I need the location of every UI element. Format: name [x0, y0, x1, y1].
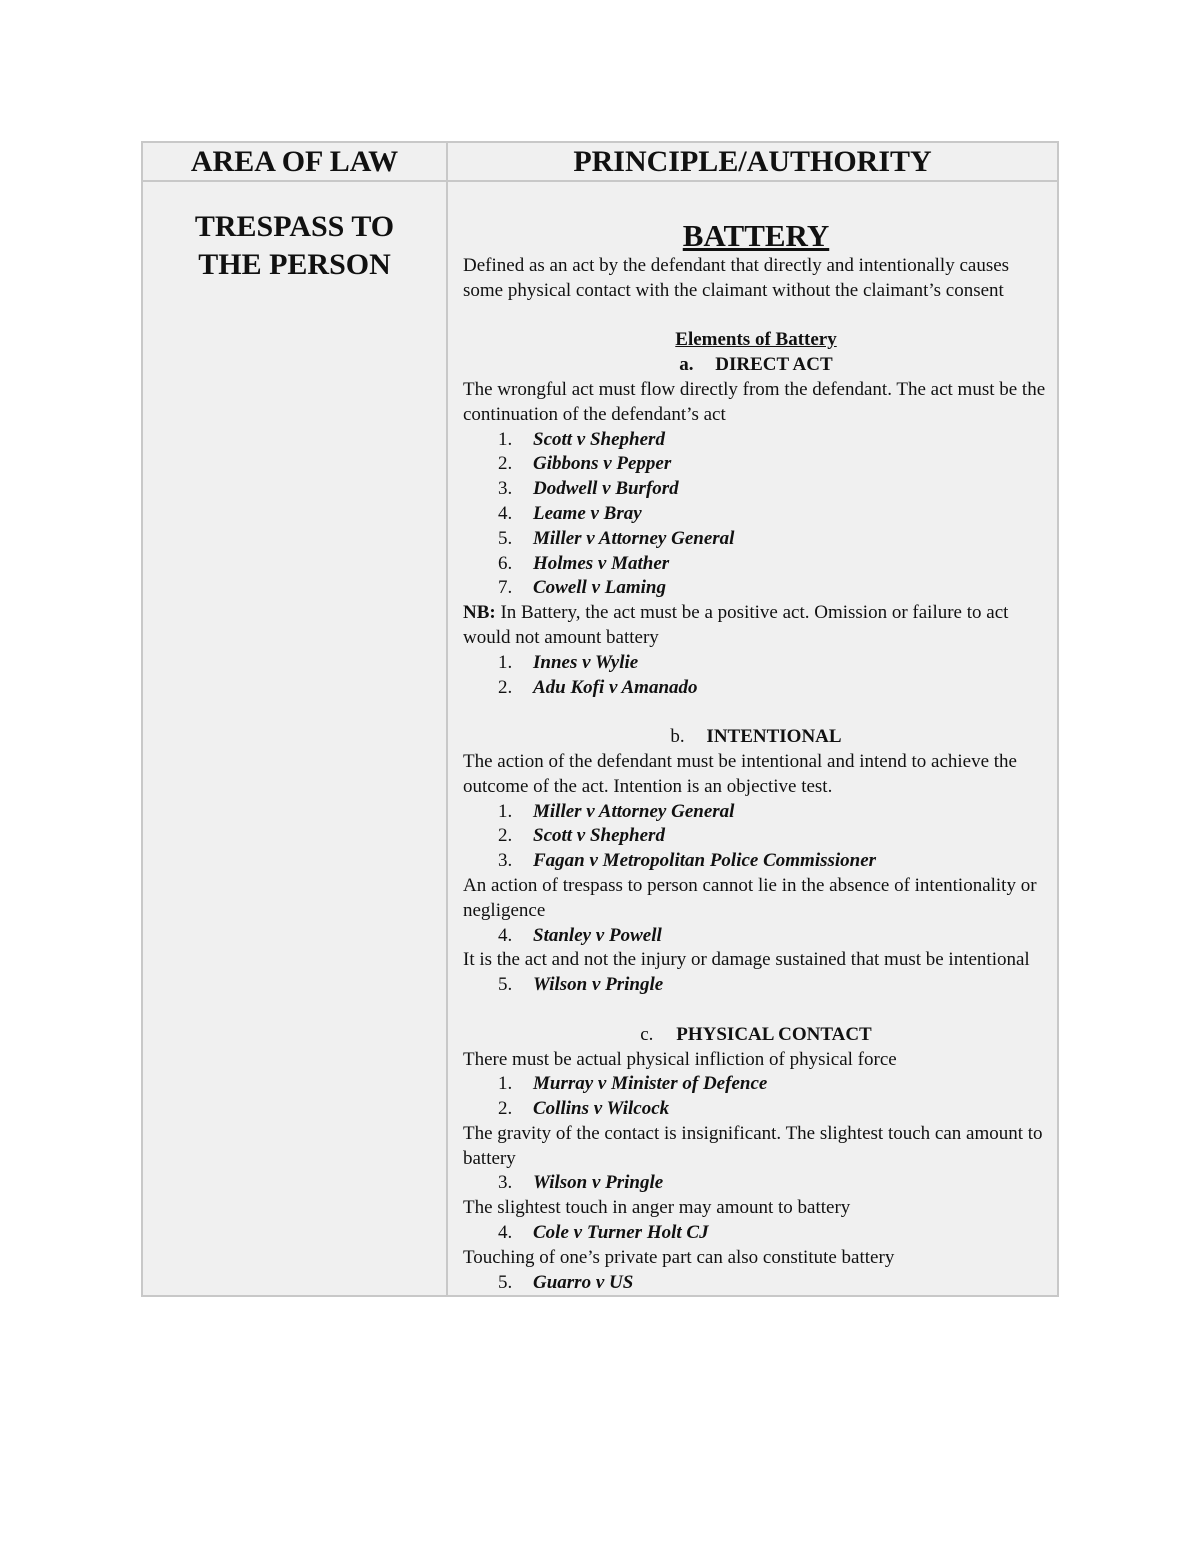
case-item — [498, 452, 1049, 477]
physical-contact-text: There must be actual physical infliction of physical force — [463, 1048, 897, 1070]
subheading-intentional — [463, 725, 1049, 750]
case-item — [498, 552, 1049, 577]
case-number: 4. — [498, 1222, 513, 1244]
direct-act-case-list — [463, 428, 1049, 602]
subheading-marker: a. — [679, 354, 694, 376]
case-name: Miller v Attorney General — [533, 527, 735, 549]
case-number: 5. — [498, 1271, 513, 1293]
case-number: 1. — [498, 428, 513, 450]
case-number: 7. — [498, 577, 513, 599]
area-title — [153, 208, 436, 284]
physical-contact-text-2: The gravity of the contact is insignificant. The slightest touch can amount to battery — [463, 1122, 1043, 1169]
subheading-label: INTENTIONAL — [706, 726, 842, 748]
intentional-text-2: An action of trespass to person cannot lie in the absence of intentionality or negligence — [463, 874, 1037, 921]
case-name: Adu Kofi v Amanado — [533, 676, 698, 698]
case-number: 6. — [498, 552, 513, 574]
intentional-text-3: It is the act and not the injury or damage sustained that must be intentional — [463, 949, 1030, 971]
header-area-of-law: AREA OF LAW — [142, 142, 447, 181]
case-name: Cole v Turner Holt CJ — [533, 1222, 709, 1244]
case-item — [498, 924, 1049, 949]
intentional-case-list-3 — [463, 973, 1049, 998]
subheading-marker: b. — [670, 726, 685, 748]
nb-note — [463, 601, 1049, 651]
case-name: Cowell v Laming — [533, 577, 666, 599]
case-item — [498, 1072, 1049, 1097]
case-number: 5. — [498, 974, 513, 996]
case-item — [498, 1221, 1049, 1246]
content-row — [142, 181, 1058, 1296]
header-principle-authority: PRINCIPLE/AUTHORITY — [447, 142, 1058, 181]
case-number: 3. — [498, 1172, 513, 1194]
case-number: 3. — [498, 478, 513, 500]
nb-label: NB: — [463, 602, 496, 624]
case-name: Stanley v Powell — [533, 924, 662, 946]
case-name: Dodwell v Burford — [533, 478, 679, 500]
case-name: Guarro v US — [533, 1271, 634, 1293]
case-item — [498, 428, 1049, 453]
subheading-direct-act — [463, 353, 1049, 378]
spacer — [463, 998, 1049, 1023]
case-number: 2. — [498, 453, 513, 475]
intentional-text: The action of the defendant must be intentional and intend to achieve the outcome of the act. Intention is an objective test. — [463, 750, 1017, 797]
header-row — [142, 142, 1058, 181]
spacer — [463, 700, 1049, 725]
subheading-label: PHYSICAL CONTACT — [676, 1023, 872, 1045]
subheading-marker: c. — [640, 1023, 654, 1045]
case-name: Scott v Shepherd — [533, 428, 665, 450]
principle-cell — [447, 181, 1058, 1296]
case-name: Wilson v Pringle — [533, 974, 664, 996]
case-item — [498, 576, 1049, 601]
case-name: Fagan v Metropolitan Police Commissioner — [533, 850, 877, 872]
case-item — [498, 973, 1049, 998]
case-number: 5. — [498, 527, 513, 549]
case-name: Holmes v Mather — [533, 552, 670, 574]
intentional-case-list — [463, 800, 1049, 874]
case-number: 2. — [498, 1098, 513, 1120]
case-item — [498, 676, 1049, 701]
case-item — [498, 849, 1049, 874]
case-item — [498, 800, 1049, 825]
area-title-line2: THE PERSON — [198, 248, 391, 281]
case-item — [498, 1171, 1049, 1196]
case-number: 2. — [498, 676, 513, 698]
case-number: 3. — [498, 850, 513, 872]
nb-text: In Battery, the act must be a positive act. Omission or failure to act would not amount battery — [463, 602, 1009, 648]
case-name: Murray v Minister of Defence — [533, 1073, 768, 1095]
intentional-case-list-2 — [463, 924, 1049, 949]
case-number: 1. — [498, 800, 513, 822]
area-title-line1: TRESPASS TO — [194, 210, 395, 243]
battery-definition: Defined as an act by the defendant that directly and intentionally causes some physical contact with the claimant without the claimant’s consent — [463, 255, 1010, 301]
case-number: 2. — [498, 825, 513, 847]
case-name: Scott v Shepherd — [533, 825, 665, 847]
subheading-physical-contact — [463, 1023, 1049, 1048]
case-name: Miller v Attorney General — [533, 800, 735, 822]
case-item — [498, 1097, 1049, 1122]
case-item — [498, 824, 1049, 849]
case-item — [498, 1271, 1049, 1296]
nb-case-list — [463, 651, 1049, 701]
area-cell — [142, 181, 447, 1296]
case-number: 4. — [498, 924, 513, 946]
physical-contact-case-list-3 — [463, 1221, 1049, 1246]
spacer — [463, 304, 1049, 329]
case-name: Wilson v Pringle — [533, 1172, 664, 1194]
case-name: Leame v Bray — [533, 502, 642, 524]
physical-contact-case-list-4 — [463, 1271, 1049, 1296]
case-name: Collins v Wilcock — [533, 1098, 670, 1120]
direct-act-text: The wrongful act must flow directly from the defendant. The act must be the continuation of the defendant’s act — [463, 378, 1046, 425]
physical-contact-text-4: Touching of one’s private part can also constitute battery — [463, 1246, 895, 1268]
case-item — [498, 477, 1049, 502]
case-item — [498, 651, 1049, 676]
subheading-label: DIRECT ACT — [715, 354, 833, 376]
case-number: 1. — [498, 651, 513, 673]
case-name: Innes v Wylie — [533, 651, 639, 673]
law-notes-table — [141, 141, 1059, 1297]
case-number: 1. — [498, 1073, 513, 1095]
section-title-battery: BATTERY — [682, 218, 830, 253]
physical-contact-case-list-2 — [463, 1171, 1049, 1196]
physical-contact-case-list — [463, 1072, 1049, 1122]
case-item — [498, 527, 1049, 552]
case-name: Gibbons v Pepper — [533, 453, 672, 475]
case-number: 4. — [498, 502, 513, 524]
elements-heading: Elements of Battery — [675, 329, 837, 351]
case-item — [498, 502, 1049, 527]
physical-contact-text-3: The slightest touch in anger may amount to battery — [463, 1197, 851, 1219]
